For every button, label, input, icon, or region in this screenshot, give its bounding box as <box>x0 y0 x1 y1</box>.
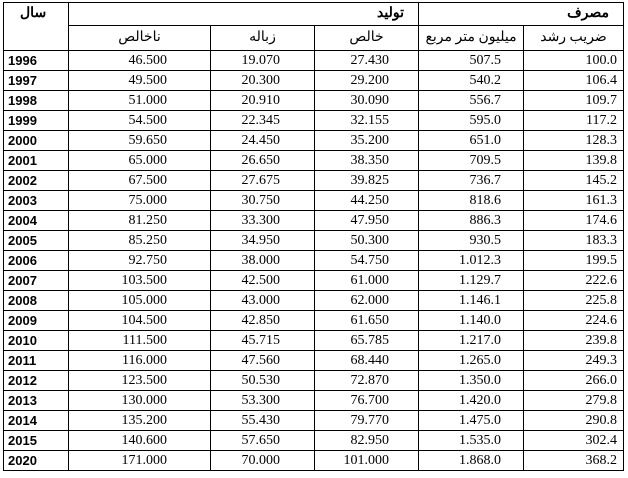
year-cell: 2012 <box>4 371 69 391</box>
year-cell: 1998 <box>4 91 69 111</box>
net-cell: 82.950 <box>315 431 419 451</box>
gross-cell: 116.000 <box>69 351 211 371</box>
waste-cell: 57.650 <box>211 431 315 451</box>
gross-cell: 111.500 <box>69 331 211 351</box>
table-row <box>4 151 624 171</box>
gross-cell: 92.750 <box>69 251 211 271</box>
gross-cell: 49.500 <box>69 71 211 91</box>
gross-cell: 135.200 <box>69 411 211 431</box>
area-cell: 1.475.0 <box>419 411 524 431</box>
net-cell: 62.000 <box>315 291 419 311</box>
table-row <box>4 51 624 71</box>
net-cell: 61.000 <box>315 271 419 291</box>
waste-cell: 55.430 <box>211 411 315 431</box>
consumption-header: مصرف <box>419 3 624 26</box>
growth-cell: 183.3 <box>524 231 624 251</box>
area-cell: 818.6 <box>419 191 524 211</box>
waste-cell: 38.000 <box>211 251 315 271</box>
year-cell: 2007 <box>4 271 69 291</box>
area-cell: 1.012.3 <box>419 251 524 271</box>
gross-cell: 130.000 <box>69 391 211 411</box>
gross-header: ناخالص <box>69 26 211 51</box>
waste-cell: 20.910 <box>211 91 315 111</box>
area-header: میلیون متر مربع <box>419 26 524 51</box>
waste-cell: 45.715 <box>211 331 315 351</box>
waste-cell: 20.300 <box>211 71 315 91</box>
net-cell: 29.200 <box>315 71 419 91</box>
net-cell: 61.650 <box>315 311 419 331</box>
table-row <box>4 411 624 431</box>
year-header: سال <box>4 3 69 51</box>
year-cell: 2002 <box>4 171 69 191</box>
table-row <box>4 91 624 111</box>
net-cell: 65.785 <box>315 331 419 351</box>
growth-cell: 302.4 <box>524 431 624 451</box>
area-cell: 1.535.0 <box>419 431 524 451</box>
year-cell: 2010 <box>4 331 69 351</box>
gross-cell: 85.250 <box>69 231 211 251</box>
table-row <box>4 111 624 131</box>
net-cell: 27.430 <box>315 51 419 71</box>
year-cell: 2000 <box>4 131 69 151</box>
area-cell: 1.140.0 <box>419 311 524 331</box>
gross-cell: 104.500 <box>69 311 211 331</box>
growth-cell: 106.4 <box>524 71 624 91</box>
growth-cell: 290.8 <box>524 411 624 431</box>
waste-cell: 47.560 <box>211 351 315 371</box>
net-cell: 35.200 <box>315 131 419 151</box>
year-cell: 2008 <box>4 291 69 311</box>
net-cell: 76.700 <box>315 391 419 411</box>
waste-cell: 70.000 <box>211 451 315 471</box>
data-table-container <box>3 2 624 471</box>
net-cell: 68.440 <box>315 351 419 371</box>
gross-cell: 51.000 <box>69 91 211 111</box>
growth-cell: 117.2 <box>524 111 624 131</box>
growth-cell: 109.7 <box>524 91 624 111</box>
net-cell: 101.000 <box>315 451 419 471</box>
growth-cell: 139.8 <box>524 151 624 171</box>
year-cell: 2020 <box>4 451 69 471</box>
year-cell: 1999 <box>4 111 69 131</box>
year-cell: 2001 <box>4 151 69 171</box>
table-row <box>4 251 624 271</box>
table-row <box>4 291 624 311</box>
growth-header: ضریب رشد <box>524 26 624 51</box>
waste-cell: 42.500 <box>211 271 315 291</box>
year-cell: 2015 <box>4 431 69 451</box>
area-cell: 1.868.0 <box>419 451 524 471</box>
gross-cell: 171.000 <box>69 451 211 471</box>
header-row-subcolumns <box>4 26 624 51</box>
table-row <box>4 171 624 191</box>
growth-cell: 249.3 <box>524 351 624 371</box>
growth-cell: 266.0 <box>524 371 624 391</box>
table-row <box>4 191 624 211</box>
gross-cell: 103.500 <box>69 271 211 291</box>
area-cell: 1.350.0 <box>419 371 524 391</box>
waste-cell: 34.950 <box>211 231 315 251</box>
area-cell: 1.146.1 <box>419 291 524 311</box>
net-header: خالص <box>315 26 419 51</box>
net-cell: 79.770 <box>315 411 419 431</box>
waste-cell: 50.530 <box>211 371 315 391</box>
growth-cell: 224.6 <box>524 311 624 331</box>
table-row <box>4 351 624 371</box>
production-header: تولید <box>69 3 419 26</box>
table-row <box>4 451 624 471</box>
area-cell: 1.217.0 <box>419 331 524 351</box>
growth-cell: 368.2 <box>524 451 624 471</box>
year-cell: 2003 <box>4 191 69 211</box>
growth-cell: 199.5 <box>524 251 624 271</box>
waste-cell: 24.450 <box>211 131 315 151</box>
area-cell: 930.5 <box>419 231 524 251</box>
area-cell: 886.3 <box>419 211 524 231</box>
waste-cell: 19.070 <box>211 51 315 71</box>
gross-cell: 65.000 <box>69 151 211 171</box>
area-cell: 507.5 <box>419 51 524 71</box>
gross-cell: 140.600 <box>69 431 211 451</box>
table-row <box>4 131 624 151</box>
gross-cell: 105.000 <box>69 291 211 311</box>
table-row <box>4 71 624 91</box>
year-cell: 2014 <box>4 411 69 431</box>
area-cell: 736.7 <box>419 171 524 191</box>
table-row <box>4 331 624 351</box>
table-row <box>4 211 624 231</box>
net-cell: 54.750 <box>315 251 419 271</box>
area-cell: 651.0 <box>419 131 524 151</box>
table-row <box>4 391 624 411</box>
table-row <box>4 271 624 291</box>
growth-cell: 279.8 <box>524 391 624 411</box>
net-cell: 39.825 <box>315 171 419 191</box>
area-cell: 556.7 <box>419 91 524 111</box>
waste-cell: 42.850 <box>211 311 315 331</box>
production-consumption-table <box>3 2 624 471</box>
growth-cell: 225.8 <box>524 291 624 311</box>
year-cell: 2005 <box>4 231 69 251</box>
year-cell: 2011 <box>4 351 69 371</box>
area-cell: 595.0 <box>419 111 524 131</box>
gross-cell: 75.000 <box>69 191 211 211</box>
gross-cell: 54.500 <box>69 111 211 131</box>
waste-cell: 43.000 <box>211 291 315 311</box>
gross-cell: 59.650 <box>69 131 211 151</box>
year-cell: 1996 <box>4 51 69 71</box>
waste-cell: 26.650 <box>211 151 315 171</box>
waste-cell: 53.300 <box>211 391 315 411</box>
year-cell: 1997 <box>4 71 69 91</box>
growth-cell: 239.8 <box>524 331 624 351</box>
growth-cell: 174.6 <box>524 211 624 231</box>
net-cell: 47.950 <box>315 211 419 231</box>
net-cell: 72.870 <box>315 371 419 391</box>
waste-header: زباله <box>211 26 315 51</box>
growth-cell: 128.3 <box>524 131 624 151</box>
table-row <box>4 231 624 251</box>
year-cell: 2006 <box>4 251 69 271</box>
table-row <box>4 311 624 331</box>
table-row <box>4 371 624 391</box>
year-cell: 2013 <box>4 391 69 411</box>
year-cell: 2009 <box>4 311 69 331</box>
area-cell: 1.265.0 <box>419 351 524 371</box>
gross-cell: 46.500 <box>69 51 211 71</box>
gross-cell: 123.500 <box>69 371 211 391</box>
year-cell: 2004 <box>4 211 69 231</box>
area-cell: 1.420.0 <box>419 391 524 411</box>
growth-cell: 145.2 <box>524 171 624 191</box>
gross-cell: 67.500 <box>69 171 211 191</box>
net-cell: 50.300 <box>315 231 419 251</box>
net-cell: 44.250 <box>315 191 419 211</box>
area-cell: 540.2 <box>419 71 524 91</box>
growth-cell: 100.0 <box>524 51 624 71</box>
table-row <box>4 431 624 451</box>
growth-cell: 161.3 <box>524 191 624 211</box>
growth-cell: 222.6 <box>524 271 624 291</box>
waste-cell: 22.345 <box>211 111 315 131</box>
net-cell: 38.350 <box>315 151 419 171</box>
waste-cell: 30.750 <box>211 191 315 211</box>
waste-cell: 27.675 <box>211 171 315 191</box>
net-cell: 32.155 <box>315 111 419 131</box>
area-cell: 709.5 <box>419 151 524 171</box>
header-row-groups <box>4 3 624 26</box>
net-cell: 30.090 <box>315 91 419 111</box>
area-cell: 1.129.7 <box>419 271 524 291</box>
waste-cell: 33.300 <box>211 211 315 231</box>
gross-cell: 81.250 <box>69 211 211 231</box>
